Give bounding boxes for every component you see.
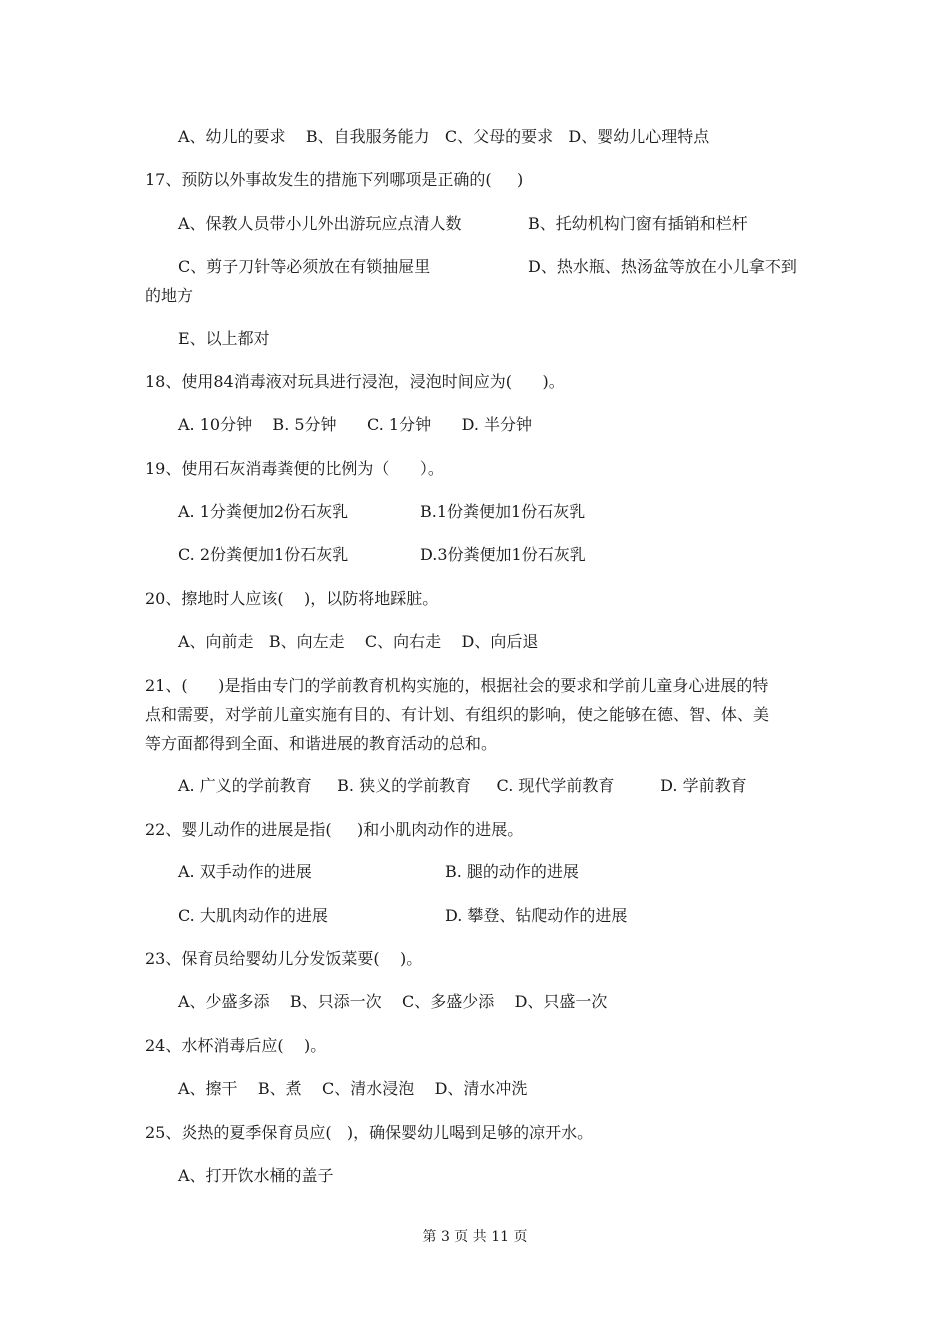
q19-option-d: D.3份粪便加1份石灰乳: [420, 545, 586, 564]
q17-option-a: A、保教人员带小儿外出游玩应点清人数: [178, 214, 462, 233]
question-23: 23、保育员给婴幼儿分发饭菜要( )。: [145, 949, 423, 968]
q19-option-b: B.1份粪便加1份石灰乳: [420, 502, 586, 521]
q17-option-e: E、以上都对: [178, 329, 270, 348]
question-21-line-2: 点和需要，对学前儿童实施有目的、有计划、有组织的影响，使之能够在德、智、体、美: [145, 705, 770, 724]
question-25: 25、炎热的夏季保育员应( )，确保婴幼儿喝到足够的凉开水。: [145, 1123, 594, 1142]
question-17: 17、预防以外事故发生的措施下列哪项是正确的( ): [145, 170, 524, 189]
q16-options: A、幼儿的要求 B、自我服务能力 C、父母的要求 D、婴幼儿心理特点: [178, 127, 710, 146]
question-21-line-3: 等方面都得到全面、和谐进展的教育活动的总和。: [145, 734, 498, 753]
question-18: 18、使用84消毒液对玩具进行浸泡，浸泡时间应为( )。: [145, 372, 565, 391]
q22-option-d: D. 攀登、钻爬动作的进展: [445, 906, 628, 925]
question-21-line-1: 21、( )是指由专门的学前教育机构实施的，根据社会的要求和学前儿童身心进展的特: [145, 676, 769, 695]
q17-option-c: C、剪子刀针等必须放在有锁抽屉里: [178, 257, 431, 276]
question-24: 24、水杯消毒后应( )。: [145, 1036, 327, 1055]
q25-option-a: A、打开饮水桶的盖子: [178, 1166, 334, 1185]
q17-option-d-continued: 的地方: [145, 286, 194, 305]
q23-options: A、少盛多添 B、只添一次 C、多盛少添 D、只盛一次: [178, 992, 608, 1011]
q22-option-c: C. 大肌肉动作的进展: [178, 906, 328, 925]
page-footer: 第 3 页 共 11 页: [422, 1229, 528, 1245]
q17-option-b: B、托幼机构门窗有插销和栏杆: [528, 214, 748, 233]
q19-option-a: A. 1分粪便加2份石灰乳: [178, 502, 349, 521]
q18-options: A. 10分钟 B. 5分钟 C. 1分钟 D. 半分钟: [178, 415, 533, 434]
q17-option-d: D、热水瓶、热汤盆等放在小儿拿不到: [528, 257, 797, 276]
question-20: 20、擦地时人应该( )，以防将地踩脏。: [145, 589, 439, 608]
q24-options: A、擦干 B、煮 C、清水浸泡 D、清水冲洗: [178, 1079, 528, 1098]
q19-option-c: C. 2份粪便加1份石灰乳: [178, 545, 349, 564]
q20-options: A、向前走 B、向左走 C、向右走 D、向后退: [178, 632, 539, 651]
q22-option-b: B. 腿的动作的进展: [445, 862, 579, 881]
question-22: 22、婴儿动作的进展是指( )和小肌肉动作的进展。: [145, 820, 524, 839]
q21-options: A. 广义的学前教育 B. 狭义的学前教育 C. 现代学前教育 D. 学前教育: [178, 776, 747, 795]
q22-option-a: A. 双手动作的进展: [178, 862, 312, 881]
question-19: 19、使用石灰消毒粪便的比例为（ ）。: [145, 459, 444, 478]
